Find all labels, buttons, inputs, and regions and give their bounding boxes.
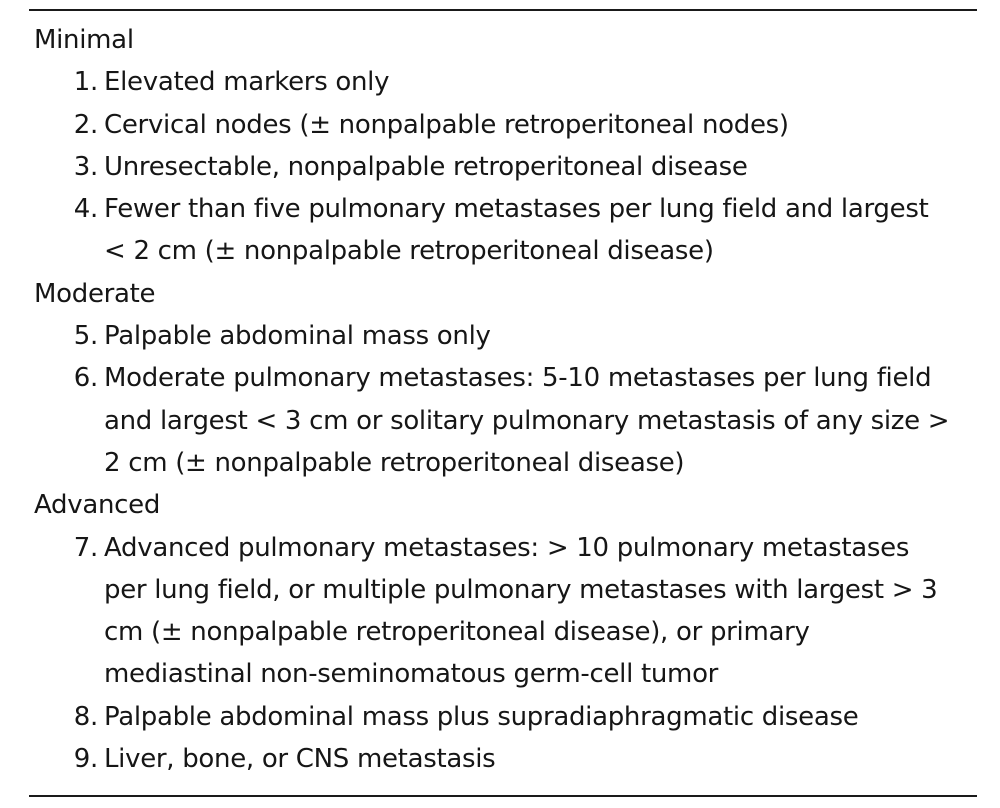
item-text: Liver, bone, or CNS metastasis (104, 744, 496, 775)
list-item (34, 188, 974, 273)
item-text: Fewer than five pulmonary metastases per lung field and largest < 2 cm (± nonpalpable retroperitoneal disease) (104, 194, 929, 267)
item-number: 7. (73, 532, 98, 563)
item-number: 4. (73, 194, 98, 225)
group-moderate (34, 273, 974, 484)
group-heading: Minimal (34, 25, 134, 55)
list-item (34, 696, 974, 738)
bottom-rule (29, 795, 977, 797)
list-item (34, 61, 974, 103)
list-item (34, 738, 974, 780)
list-item (34, 357, 974, 484)
item-text: Moderate pulmonary metastases: 5-10 metastases per lung field and largest < 3 cm or solitary pulmonary metastasis of any size > 2 cm (± nonpalpable retroperitoneal disease) (104, 363, 950, 478)
group-heading: Moderate (34, 278, 156, 309)
list-item (34, 527, 974, 696)
item-number: 1. (73, 67, 98, 98)
item-text: Advanced pulmonary metastases: > 10 pulmonary metastases per lung field, or multiple pulmonary metastases with largest > 3 cm (± nonpalpable retroperitoneal disease), or primary mediastinal non-seminomatous germ-cell tumor (104, 532, 938, 690)
top-rule (29, 9, 977, 11)
item-text: Elevated markers only (104, 67, 390, 98)
item-text: Palpable abdominal mass only (104, 321, 491, 352)
item-number: 2. (73, 109, 98, 140)
table-body (34, 19, 974, 780)
list-item (34, 315, 974, 357)
list-item (34, 146, 974, 188)
item-number: 8. (73, 701, 98, 732)
list-item (34, 104, 974, 146)
item-number: 5. (73, 321, 98, 352)
item-text: Unresectable, nonpalpable retroperitoneal disease (104, 151, 748, 182)
item-number: 6. (73, 363, 98, 394)
group-advanced (34, 484, 974, 780)
item-text: Cervical nodes (± nonpalpable retroperitoneal nodes) (104, 109, 789, 140)
group-heading: Advanced (34, 490, 161, 521)
item-text: Palpable abdominal mass plus supradiaphragmatic disease (104, 701, 859, 732)
item-number: 3. (73, 151, 98, 182)
item-number: 9. (73, 744, 98, 775)
group-minimal (34, 19, 974, 273)
